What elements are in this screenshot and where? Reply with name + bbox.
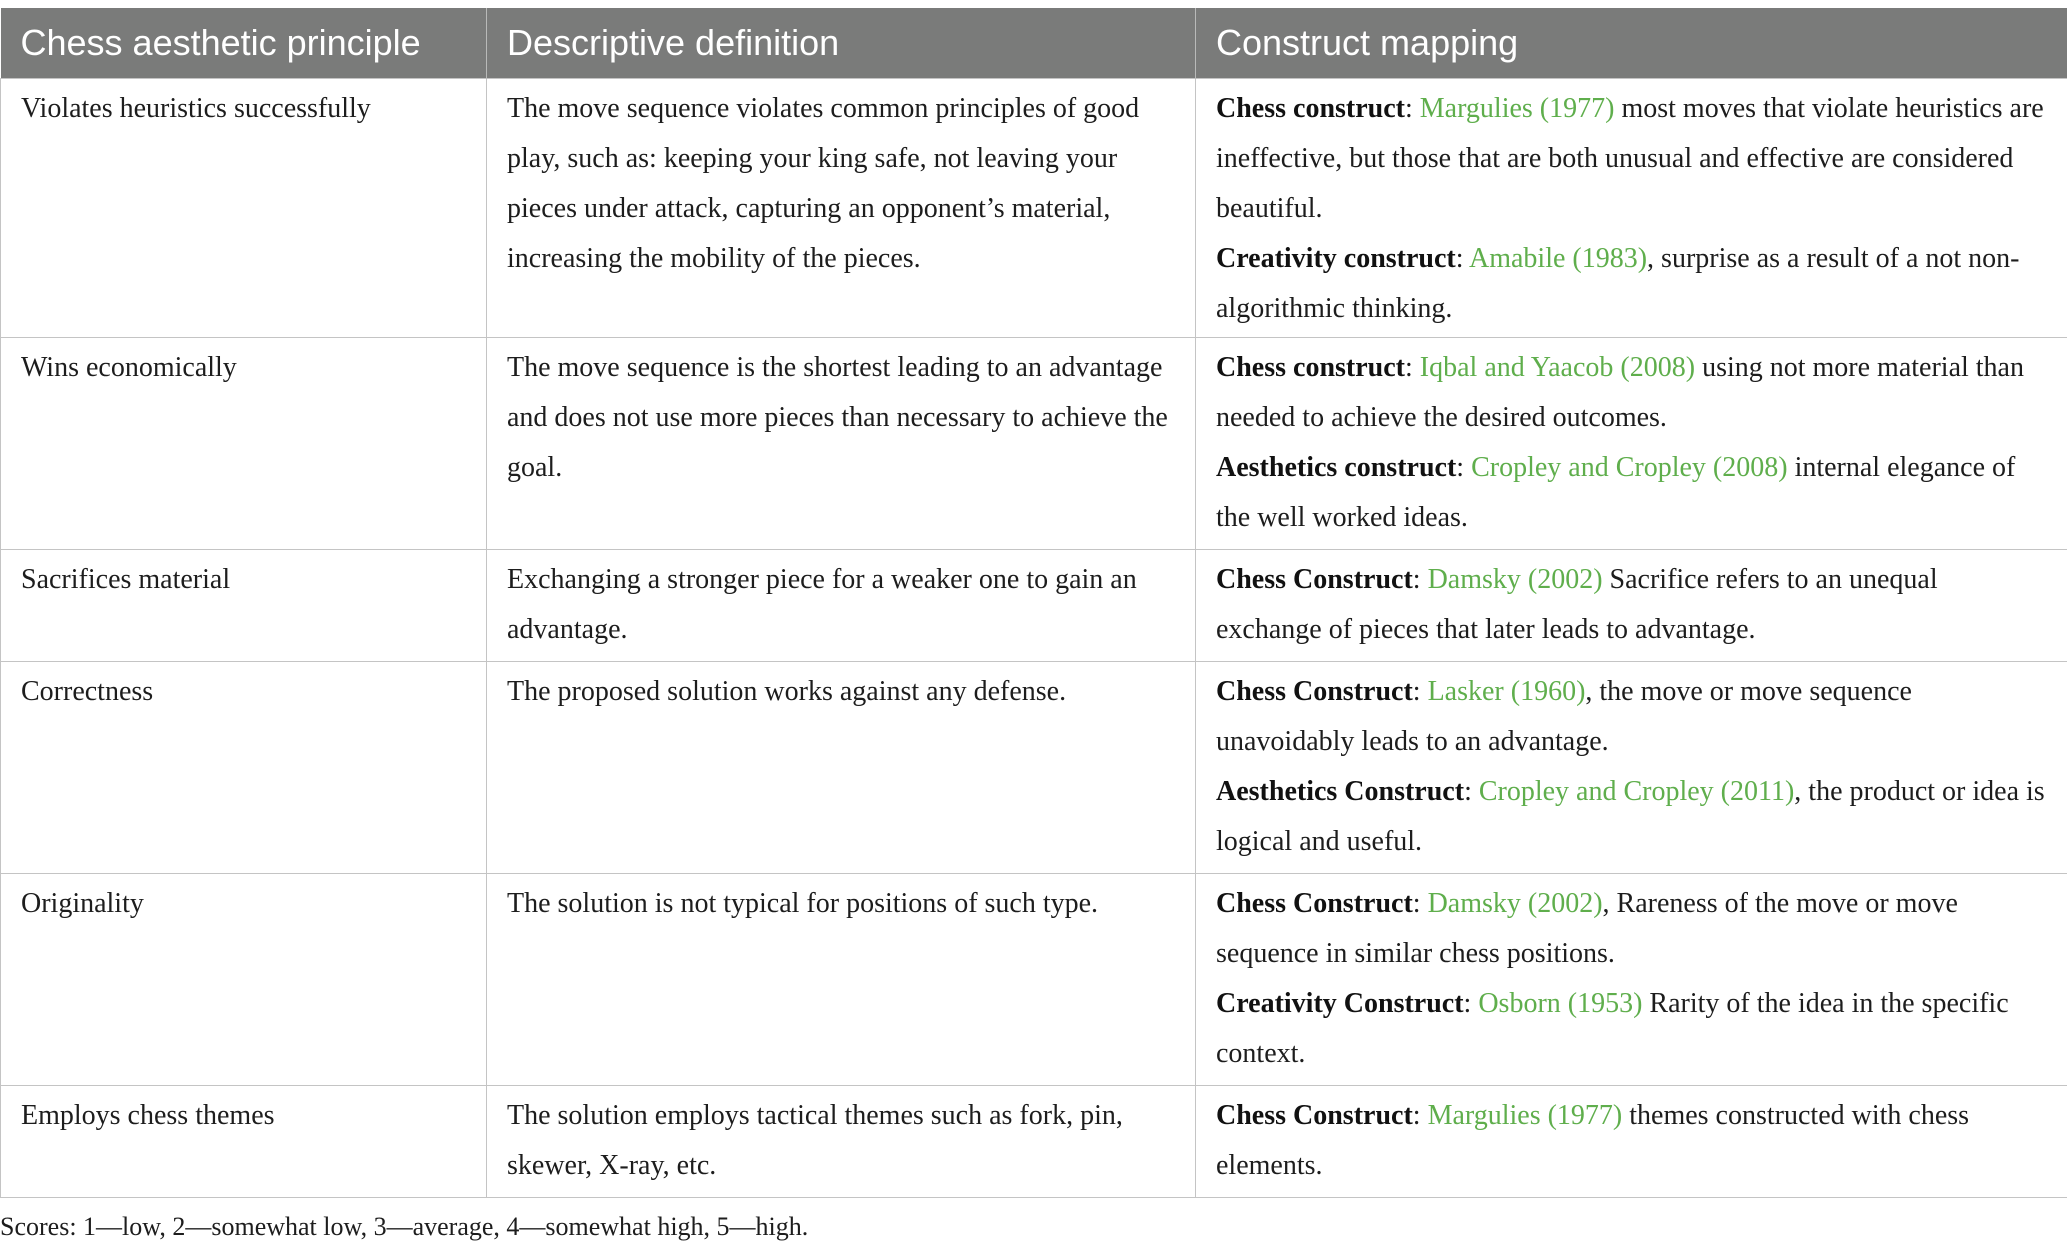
citation-link[interactable]: Osborn (1953) [1478,988,1643,1019]
citation-link[interactable]: Damsky (2002) [1427,888,1603,919]
construct-label: Aesthetics Construct [1216,776,1465,807]
citation-link[interactable]: Cropley and Cropley (2008) [1471,452,1788,483]
table-container [0,8,2067,1198]
header-row [1,8,2067,79]
separator: : [1464,776,1479,807]
definition-cell: The proposed solution works against any defense. [487,662,1196,874]
separator: : [1456,452,1472,483]
table-row [1,1086,2067,1198]
mapping-entry [1216,234,2047,334]
construct-text: Rarity of the idea in the specific context. [1216,988,2009,1069]
mapping-entry [1216,979,2047,1079]
definition-cell: The move sequence violates common principles of good play, such as: keeping your king safe, not leaving your pieces under attack, capturing an opponent’s material, increasing the mobility of the pieces. [487,79,1196,338]
definition-cell: The move sequence is the shortest leading to an advantage and does not use more pieces than necessary to achieve the goal. [487,338,1196,550]
definition-cell: The solution employs tactical themes such as fork, pin, skewer, X-ray, etc. [487,1086,1196,1198]
table-row [1,662,2067,874]
header-principle: Chess aesthetic principle [1,8,487,79]
table-row [1,874,2067,1086]
citation-link[interactable]: Margulies (1977) [1427,1100,1623,1131]
mapping-cell [1196,874,2067,1086]
header-definition: Descriptive definition [487,8,1196,79]
citation-link[interactable]: Margulies (1977) [1419,93,1615,124]
mapping-entry [1216,1091,2047,1191]
construct-label: Aesthetics construct [1216,452,1457,483]
construct-text: using not more material than needed to achieve the desired outcomes. [1216,352,2024,433]
construct-label: Creativity Construct [1216,988,1464,1019]
mapping-entry [1216,84,2047,234]
citation-link[interactable]: Amabile (1983) [1468,243,1648,274]
mapping-entry [1216,667,2047,767]
definition-cell: Exchanging a stronger piece for a weaker one to gain an advantage. [487,550,1196,662]
table-row [1,550,2067,662]
citation-link[interactable]: Cropley and Cropley (2011) [1478,776,1795,807]
construct-text: , the product or idea is logical and useful. [1216,776,2045,857]
table-row [1,338,2067,550]
separator: : [1412,888,1428,919]
definition-cell: The solution is not typical for positions of such type. [487,874,1196,1086]
table-row [1,79,2067,338]
citation-link[interactable]: Lasker (1960) [1427,676,1586,707]
mapping-cell [1196,338,2067,550]
separator: : [1412,564,1428,595]
principle-cell: Sacrifices material [1,550,487,662]
separator: : [1463,988,1479,1019]
mapping-entry [1216,555,2047,655]
mapping-cell [1196,79,2067,338]
construct-text: , the move or move sequence unavoidably leads to an advantage. [1216,676,1912,757]
table-footnote: Scores: 1—low, 2—somewhat low, 3—average, 4—somewhat high, 5—high. [0,1212,809,1241]
separator: : [1405,93,1420,124]
construct-label: Chess Construct [1216,888,1413,919]
header-mapping: Construct mapping [1196,8,2067,79]
separator: : [1405,352,1420,383]
separator: : [1455,243,1469,274]
principle-cell: Originality [1,874,487,1086]
chess-aesthetics-table [0,8,2067,1198]
principle-cell: Violates heuristics successfully [1,79,487,338]
mapping-entry [1216,343,2047,443]
separator: : [1412,676,1428,707]
citation-link[interactable]: Iqbal and Yaacob (2008) [1419,352,1696,383]
construct-label: Chess Construct [1216,1100,1413,1131]
construct-text: , Rareness of the move or move sequence in similar chess positions. [1216,888,1958,969]
construct-label: Chess construct [1216,352,1405,383]
construct-label: Chess construct [1216,93,1405,124]
construct-text: most moves that violate heuristics are ineffective, but those that are both unusual and effective are considered beautiful. [1216,93,2044,224]
mapping-entry [1216,879,2047,979]
principle-cell: Employs chess themes [1,1086,487,1198]
construct-text: Sacrifice refers to an unequal exchange of pieces that later leads to advantage. [1216,564,1938,645]
construct-label: Creativity construct [1216,243,1456,274]
separator: : [1412,1100,1428,1131]
construct-text: , surprise as a result of a not non-algorithmic thinking. [1216,243,2020,324]
citation-link[interactable]: Damsky (2002) [1427,564,1603,595]
mapping-entry [1216,443,2047,543]
mapping-entry [1216,767,2047,867]
mapping-cell [1196,550,2067,662]
principle-cell: Wins economically [1,338,487,550]
construct-text: themes constructed with chess elements. [1216,1100,1970,1181]
mapping-cell [1196,1086,2067,1198]
construct-label: Chess Construct [1216,676,1413,707]
construct-label: Chess Construct [1216,564,1413,595]
principle-cell: Correctness [1,662,487,874]
mapping-cell [1196,662,2067,874]
construct-text: internal elegance of the well worked ideas. [1216,452,2016,533]
